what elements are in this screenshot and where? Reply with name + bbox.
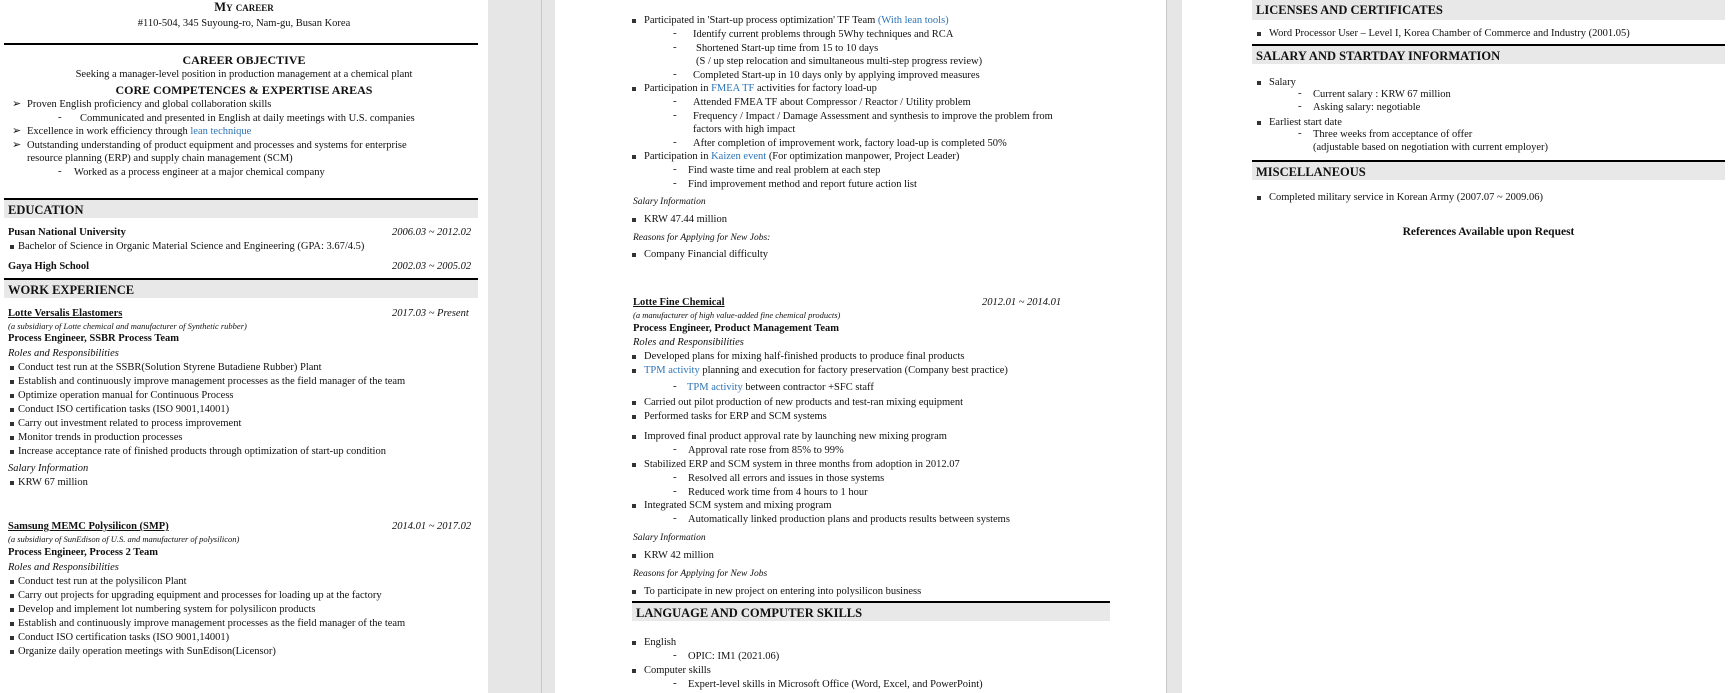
bullet-icon: [10, 422, 14, 426]
dash-bullet: -: [673, 163, 677, 175]
resume-page-1: [0, 0, 488, 693]
bullet-icon: [10, 394, 14, 398]
lean-technique-link[interactable]: lean technique: [190, 126, 252, 137]
dash-bullet: -: [673, 177, 677, 189]
company-desc: (a manufacturer of high value-added fine chemical products): [633, 310, 841, 320]
bullet-icon: [10, 380, 14, 384]
list-item: Participated in 'Start-up process optimization' TF Team (With lean tools): [644, 15, 949, 26]
resume-page-2: [555, 0, 1166, 693]
list-item: Monitor trends in production processes: [18, 432, 183, 443]
references-note: References Available upon Request: [1402, 226, 1575, 238]
job-dates: 2012.01 ~ 2014.01: [982, 297, 1062, 308]
list-item: Conduct test run at the polysilicon Plant: [18, 576, 187, 587]
roles-label: Roles and Responsibilities: [8, 348, 119, 359]
bullet-icon: [1257, 121, 1261, 125]
list-item: Conduct ISO certification tasks (ISO 9001,14001): [18, 632, 230, 643]
dash-bullet: -: [673, 95, 677, 107]
arrow-bullet-icon: ➢: [12, 97, 22, 110]
bullet-icon: [10, 408, 14, 412]
salary-label: Salary Information: [8, 463, 89, 474]
list-item: Earliest start date: [1269, 117, 1342, 128]
tpm-activity-link[interactable]: TPM activity: [687, 382, 743, 393]
dash-bullet: -: [58, 165, 62, 177]
sub-item: Three weeks from acceptance of offer: [1313, 129, 1473, 140]
sub-item: Completed Start-up in 10 days only by applying improved measures: [693, 70, 980, 81]
competence-item: Outstanding understanding of product equipment and processes and systems for enterprise: [27, 140, 407, 151]
sub-item-cont: (adjustable based on negotiation with current employer): [1313, 142, 1549, 153]
school-name: Pusan National University: [8, 227, 126, 238]
sub-item: Find improvement method and report future action list: [688, 179, 917, 190]
job-dates: 2017.03 ~ Present: [392, 308, 469, 319]
dash-bullet: -: [1298, 100, 1302, 112]
bullet-icon: [632, 87, 636, 91]
reasons-label: Reasons for Applying for New Jobs:: [633, 233, 771, 243]
competence-sub-item: Communicated and presented in English at daily meetings with U.S. companies: [80, 113, 415, 124]
bullet-icon: [10, 245, 14, 249]
arrow-bullet-icon: ➢: [12, 124, 22, 137]
page-edge: [541, 0, 542, 693]
name-heading: My career: [214, 0, 274, 14]
arrow-bullet-icon: ➢: [12, 138, 22, 151]
competences-title: CORE COMPETENCES & EXPERTISE AREAS: [115, 83, 373, 97]
bullet-icon: [632, 554, 636, 558]
education-section-header: EDUCATION: [4, 198, 478, 218]
dash-bullet: -: [673, 485, 677, 497]
list-item: Word Processor User – Level I, Korea Chamber of Commerce and Industry (2001.05): [1269, 28, 1630, 39]
bullet-icon: [632, 369, 636, 373]
dash-bullet: -: [673, 41, 677, 53]
job-role: Process Engineer, SSBR Process Team: [8, 333, 180, 344]
sub-item: After completion of improvement work, factory load-up is completed 50%: [693, 138, 1007, 149]
misc-section-header: MISCELLANEOUS: [1252, 160, 1725, 180]
job-role: Process Engineer, Product Management Team: [633, 323, 840, 334]
salary-label: Salary Information: [633, 533, 706, 543]
bullet-icon: [632, 155, 636, 159]
list-item: Integrated SCM system and mixing program: [644, 500, 832, 511]
resume-page-3: [1182, 0, 1735, 693]
sub-item: Identify current problems through 5Why techniques and RCA: [693, 29, 954, 40]
page-edge: [1166, 0, 1167, 693]
sub-item: Automatically linked production plans and products results between systems: [688, 514, 1010, 525]
bullet-icon: [10, 650, 14, 654]
job-dates: 2014.01 ~ 2017.02: [392, 521, 472, 532]
company-desc: (a subsidiary of SunEdison of U.S. and manufacturer of polysilicon): [8, 534, 240, 544]
dash-bullet: -: [673, 512, 677, 524]
sub-item: Expert-level skills in Microsoft Office (Word, Excel, and PowerPoint): [688, 679, 983, 690]
salary-label: Salary Information: [633, 197, 706, 207]
bullet-icon: [632, 401, 636, 405]
salary-value: KRW 67 million: [18, 477, 88, 488]
salary-section-header: SALARY AND STARTDAY INFORMATION: [1252, 44, 1725, 64]
competence-item-cont: resource planning (ERP) and supply chain management (SCM): [27, 153, 293, 164]
list-item: Stabilized ERP and SCM system in three months from adoption in 2012.07: [644, 459, 960, 470]
sub-item: Shortened Start-up time from 15 to 10 days: [696, 43, 879, 54]
bullet-icon: [10, 450, 14, 454]
bullet-icon: [10, 636, 14, 640]
dash-bullet: -: [673, 380, 677, 392]
reason-value: To participate in new project on entering into polysilicon business: [644, 586, 922, 597]
sub-item: Current salary : KRW 67 million: [1313, 89, 1451, 100]
career-objective-title: CAREER OBJECTIVE: [182, 53, 306, 67]
bullet-icon: [10, 622, 14, 626]
salary-value: KRW 47.44 million: [644, 214, 727, 225]
competence-item: Proven English proficiency and global collaboration skills: [27, 99, 272, 110]
bullet-icon: [632, 355, 636, 359]
competence-item: Excellence in work efficiency through lean technique: [27, 126, 252, 137]
list-item: English: [644, 637, 677, 648]
fmea-tf-link[interactable]: FMEA TF: [711, 83, 755, 94]
job-role: Process Engineer, Process 2 Team: [8, 547, 159, 558]
bullet-icon: [632, 641, 636, 645]
roles-label: Roles and Responsibilities: [633, 337, 744, 348]
bullet-icon: [632, 253, 636, 257]
list-item: Establish and continuously improve management processes as the field manager of the team: [18, 618, 406, 629]
dash-bullet: -: [673, 136, 677, 148]
work-experience-section-header: WORK EXPERIENCE: [4, 278, 478, 298]
salary-value: KRW 42 million: [644, 550, 714, 561]
list-item: Conduct test run at the SSBR(Solution Styrene Butadiene Rubber) Plant: [18, 362, 322, 373]
tpm-activity-link[interactable]: TPM activity: [644, 365, 700, 376]
bullet-icon: [10, 594, 14, 598]
sub-item: TPM activity between contractor +SFC staff: [687, 382, 874, 393]
dash-bullet: -: [673, 649, 677, 661]
list-item: Salary: [1269, 77, 1296, 88]
dash-bullet: -: [673, 471, 677, 483]
bullet-icon: [10, 608, 14, 612]
school-dates: 2006.03 ~ 2012.02: [392, 227, 472, 238]
list-item: Carried out pilot production of new products and test-ran mixing equipment: [644, 397, 964, 408]
list-item: Optimize operation manual for Continuous Process: [18, 390, 234, 401]
bullet-icon: [632, 415, 636, 419]
dash-bullet: -: [1298, 87, 1302, 99]
dash-bullet: -: [673, 68, 677, 80]
career-objective-text: Seeking a manager-level position in production management at a chemical plant: [75, 69, 413, 80]
degree: Bachelor of Science in Organic Material Science and Engineering (GPA: 3.67/4.5): [18, 241, 365, 252]
list-item: Increase acceptance rate of finished products through optimization of start-up condition: [18, 446, 386, 457]
bullet-icon: [1257, 196, 1261, 200]
list-item: Participation in FMEA TF activities for factory load-up: [644, 83, 877, 94]
list-item: Improved final product approval rate by launching new mixing program: [644, 431, 947, 442]
bullet-icon: [10, 481, 14, 485]
list-item: Completed military service in Korean Army (2007.07 ~ 2009.06): [1269, 192, 1543, 203]
sub-item: Resolved all errors and issues in those systems: [688, 473, 885, 484]
licenses-section-header: LICENSES AND CERTIFICATES: [1252, 0, 1725, 20]
bullet-icon: [632, 590, 636, 594]
bullet-icon: [10, 366, 14, 370]
list-item: Carry out projects for upgrading equipment and processes for loading up at the factory: [18, 590, 382, 601]
reason-value: Company Financial difficulty: [644, 249, 769, 260]
kaizen-event-link[interactable]: Kaizen event: [711, 151, 767, 162]
list-item: Develop and implement lot numbering system for polysilicon products: [18, 604, 316, 615]
sub-item: Approval rate rose from 85% to 99%: [688, 445, 844, 456]
sub-item-cont: (S / up step relocation and simultaneous multi-step progress review): [696, 56, 983, 67]
competence-sub-item: Worked as a process engineer at a major chemical company: [74, 167, 325, 178]
dash-bullet: -: [673, 109, 677, 121]
lean-tools-link[interactable]: (With lean tools): [877, 15, 949, 26]
bullet-icon: [632, 504, 636, 508]
sub-item: Reduced work time from 4 hours to 1 hour: [688, 487, 868, 498]
dash-bullet: -: [58, 111, 62, 123]
list-item: Organize daily operation meetings with SunEdison(Licensor): [18, 646, 276, 657]
address: #110-504, 345 Suyoung-ro, Nam-gu, Busan Korea: [137, 18, 351, 29]
list-item: Carry out investment related to process improvement: [18, 418, 242, 429]
bullet-icon: [632, 669, 636, 673]
list-item: Participation in Kaizen event (For optimization manpower, Project Leader): [644, 151, 960, 162]
dash-bullet: -: [673, 677, 677, 689]
list-item: Conduct ISO certification tasks (ISO 9001,14001): [18, 404, 230, 415]
sub-item: OPIC: IM1 (2021.06): [688, 651, 780, 662]
company-desc: (a subsidiary of Lotte chemical and manufacturer of Synthetic rubber): [8, 321, 247, 331]
list-item: Performed tasks for ERP and SCM systems: [644, 411, 827, 422]
list-item: Computer skills: [644, 665, 711, 676]
bullet-icon: [632, 218, 636, 222]
bullet-icon: [632, 435, 636, 439]
company-name: Lotte Versalis Elastomers: [8, 308, 123, 319]
company-name: Lotte Fine Chemical: [633, 297, 725, 308]
sub-item: Frequency / Impact / Damage Assessment and synthesis to improve the problem from: [693, 111, 1053, 122]
list-item: Developed plans for mixing half-finished products to produce final products: [644, 351, 965, 362]
sub-item: Attended FMEA TF about Compressor / Reactor / Utility problem: [693, 97, 971, 108]
list-item: Establish and continuously improve management processes as the field manager of the team: [18, 376, 406, 387]
bullet-icon: [1257, 81, 1261, 85]
bullet-icon: [632, 19, 636, 23]
sub-item-cont: factors with high impact: [693, 124, 796, 135]
bullet-icon: [1257, 32, 1261, 36]
dash-bullet: -: [673, 443, 677, 455]
roles-label: Roles and Responsibilities: [8, 562, 119, 573]
sub-item: Find waste time and real problem at each step: [688, 165, 881, 176]
bullet-icon: [10, 436, 14, 440]
dash-bullet: -: [1298, 127, 1302, 139]
bullet-icon: [10, 580, 14, 584]
bullet-icon: [632, 463, 636, 467]
list-item: TPM activity planning and execution for factory preservation (Company best practice): [644, 365, 1008, 376]
school-dates: 2002.03 ~ 2005.02: [392, 261, 472, 272]
dash-bullet: -: [673, 27, 677, 39]
header-rule: [4, 43, 478, 45]
sub-item: Asking salary: negotiable: [1313, 102, 1421, 113]
school-name: Gaya High School: [8, 261, 90, 272]
skills-section-header: LANGUAGE AND COMPUTER SKILLS: [632, 601, 1110, 621]
company-name: Samsung MEMC Polysilicon (SMP): [8, 521, 169, 532]
reasons-label: Reasons for Applying for New Jobs: [633, 569, 768, 579]
